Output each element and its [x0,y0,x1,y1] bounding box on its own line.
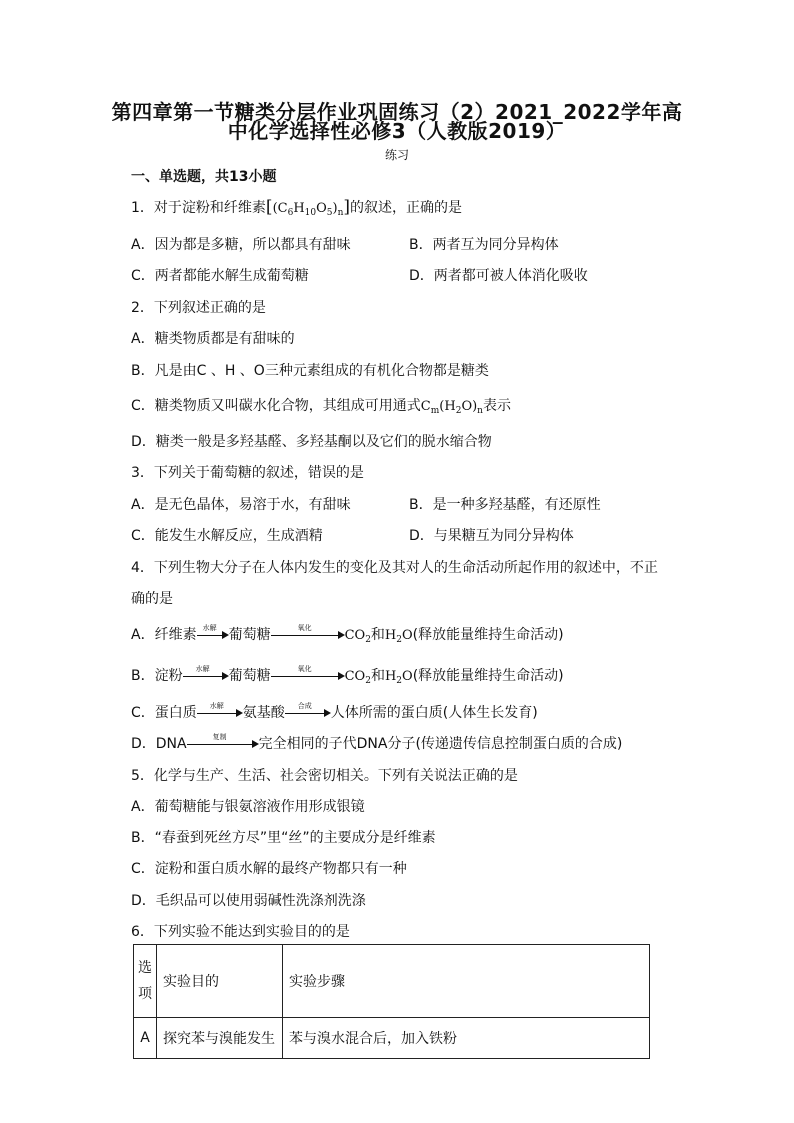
reaction-arrow: 合成 [285,706,331,720]
q5-option-b[interactable]: B．“春蚕到死丝方尽”里“丝”的主要成分是纤维素 [131,830,436,846]
q6-stem: 6．下列实验不能达到实验目的的是 [131,924,350,940]
q2-option-d[interactable]: D．糖类一般是多羟基醛、多羟基酮以及它们的脱水缩合物 [131,434,492,450]
q2-general-formula: $C_m(H_2O)_n$ [420,399,483,416]
q5-option-a[interactable]: A．葡萄糖能与银氨溶液作用形成银镜 [131,799,365,815]
q4-option-b[interactable]: B．淀粉 水解 葡萄糖 氧化 $CO_2$和$H_2O$(释放能量维持生命活动) [131,665,564,686]
experiment-table [133,944,650,1059]
q1-formula-bracket-open: [ [265,197,273,217]
q3-option-a[interactable]: A．是无色晶体，易溶于水，有甜味 [131,497,351,513]
reaction-arrow: 水解 [183,669,229,683]
table-cell: A [134,1018,157,1059]
q4-stem-line-1: 4．下列生物大分子在人体内发生的变化及其对人的生命活动所起作用的叙述中，不正 [131,560,658,576]
q1-formula-bracket-close: ] [343,197,351,217]
q1-stem [131,197,462,218]
q1-formula: $(C_6H_{10}O_5)_n$ [272,201,344,218]
table-header-cell: 实验目的 [157,945,283,1018]
q5-stem: 5．化学与生产、生活、社会密切相关。下列有关说法正确的是 [131,768,518,784]
q4-option-c[interactable]: C．蛋白质 水解 氨基酸 合成 人体所需的蛋白质(人体生长发育) [131,702,538,721]
q5-option-d[interactable]: D．毛织品可以使用弱碱性洗涤剂洗涤 [131,893,366,909]
table-cell: 苯与溴水混合后，加入铁粉 [283,1018,650,1059]
table-header-cell: 实验步骤 [283,945,650,1018]
q1-option-b[interactable]: B．两者互为同分异构体 [409,237,559,253]
q2-option-a[interactable]: A．糖类物质都是有甜味的 [131,331,295,347]
table-header-cell: 选项 [134,945,157,1018]
q2-stem: 2．下列叙述正确的是 [131,300,266,316]
q1-option-a[interactable]: A．因为都是多糖，所以都具有甜味 [131,237,351,253]
q4-stem-line-2: 确的是 [131,591,173,607]
q3-option-b[interactable]: B．是一种多羟基醛，有还原性 [409,497,601,513]
q2-option-b[interactable]: B．凡是由C 、H 、O三种元素组成的有机化合物都是糖类 [131,363,489,379]
q3-stem: 3．下列关于葡萄糖的叙述，错误的是 [131,465,364,481]
reaction-arrow: 水解 [197,706,243,720]
q1-option-d[interactable]: D．两者都可被人体消化吸收 [409,268,588,284]
q3-option-c[interactable]: C．能发生水解反应，生成酒精 [131,528,323,544]
reaction-arrow: 复制 [187,737,259,751]
q1-option-c[interactable]: C．两者都能水解生成葡萄糖 [131,268,309,284]
table-row [134,1018,650,1059]
section-header: 一、单选题，共13小题 [131,169,277,185]
reaction-arrow: 氧化 [271,669,345,683]
title-line-2: 中化学选择性必修3（人教版2019） [227,119,567,143]
q1-stem-suffix: 的叙述，正确的是 [350,200,463,216]
q3-option-d[interactable]: D．与果糖互为同分异构体 [409,528,574,544]
q2-option-c[interactable]: C．糖类物质又叫碳水化合物，其组成可用通式$C_m(H_2O)_n$表示 [131,398,511,416]
reaction-arrow: 氧化 [271,628,345,642]
q1-stem-prefix: 1．对于淀粉和纤维素 [131,200,266,216]
table-cell: 探究苯与溴能发生 [157,1018,283,1059]
subtitle: 练习 [384,148,409,162]
q4-option-d[interactable]: D．DNA 复制 完全相同的子代DNA分子(传递遗传信息控制蛋白质的合成) [131,733,623,752]
title-line-1: 第四章第一节糖类分层作业巩固练习（2）2021_2022学年高 [111,100,683,124]
reaction-arrow: 水解 [197,628,229,642]
table-header-row [134,945,650,1018]
q4-option-a[interactable]: A．纤维素 水解 葡萄糖 氧化 $CO_2$和$H_2O$(释放能量维持生命活动) [131,624,564,645]
q5-option-c[interactable]: C．淀粉和蛋白质水解的最终产物都只有一种 [131,861,407,877]
